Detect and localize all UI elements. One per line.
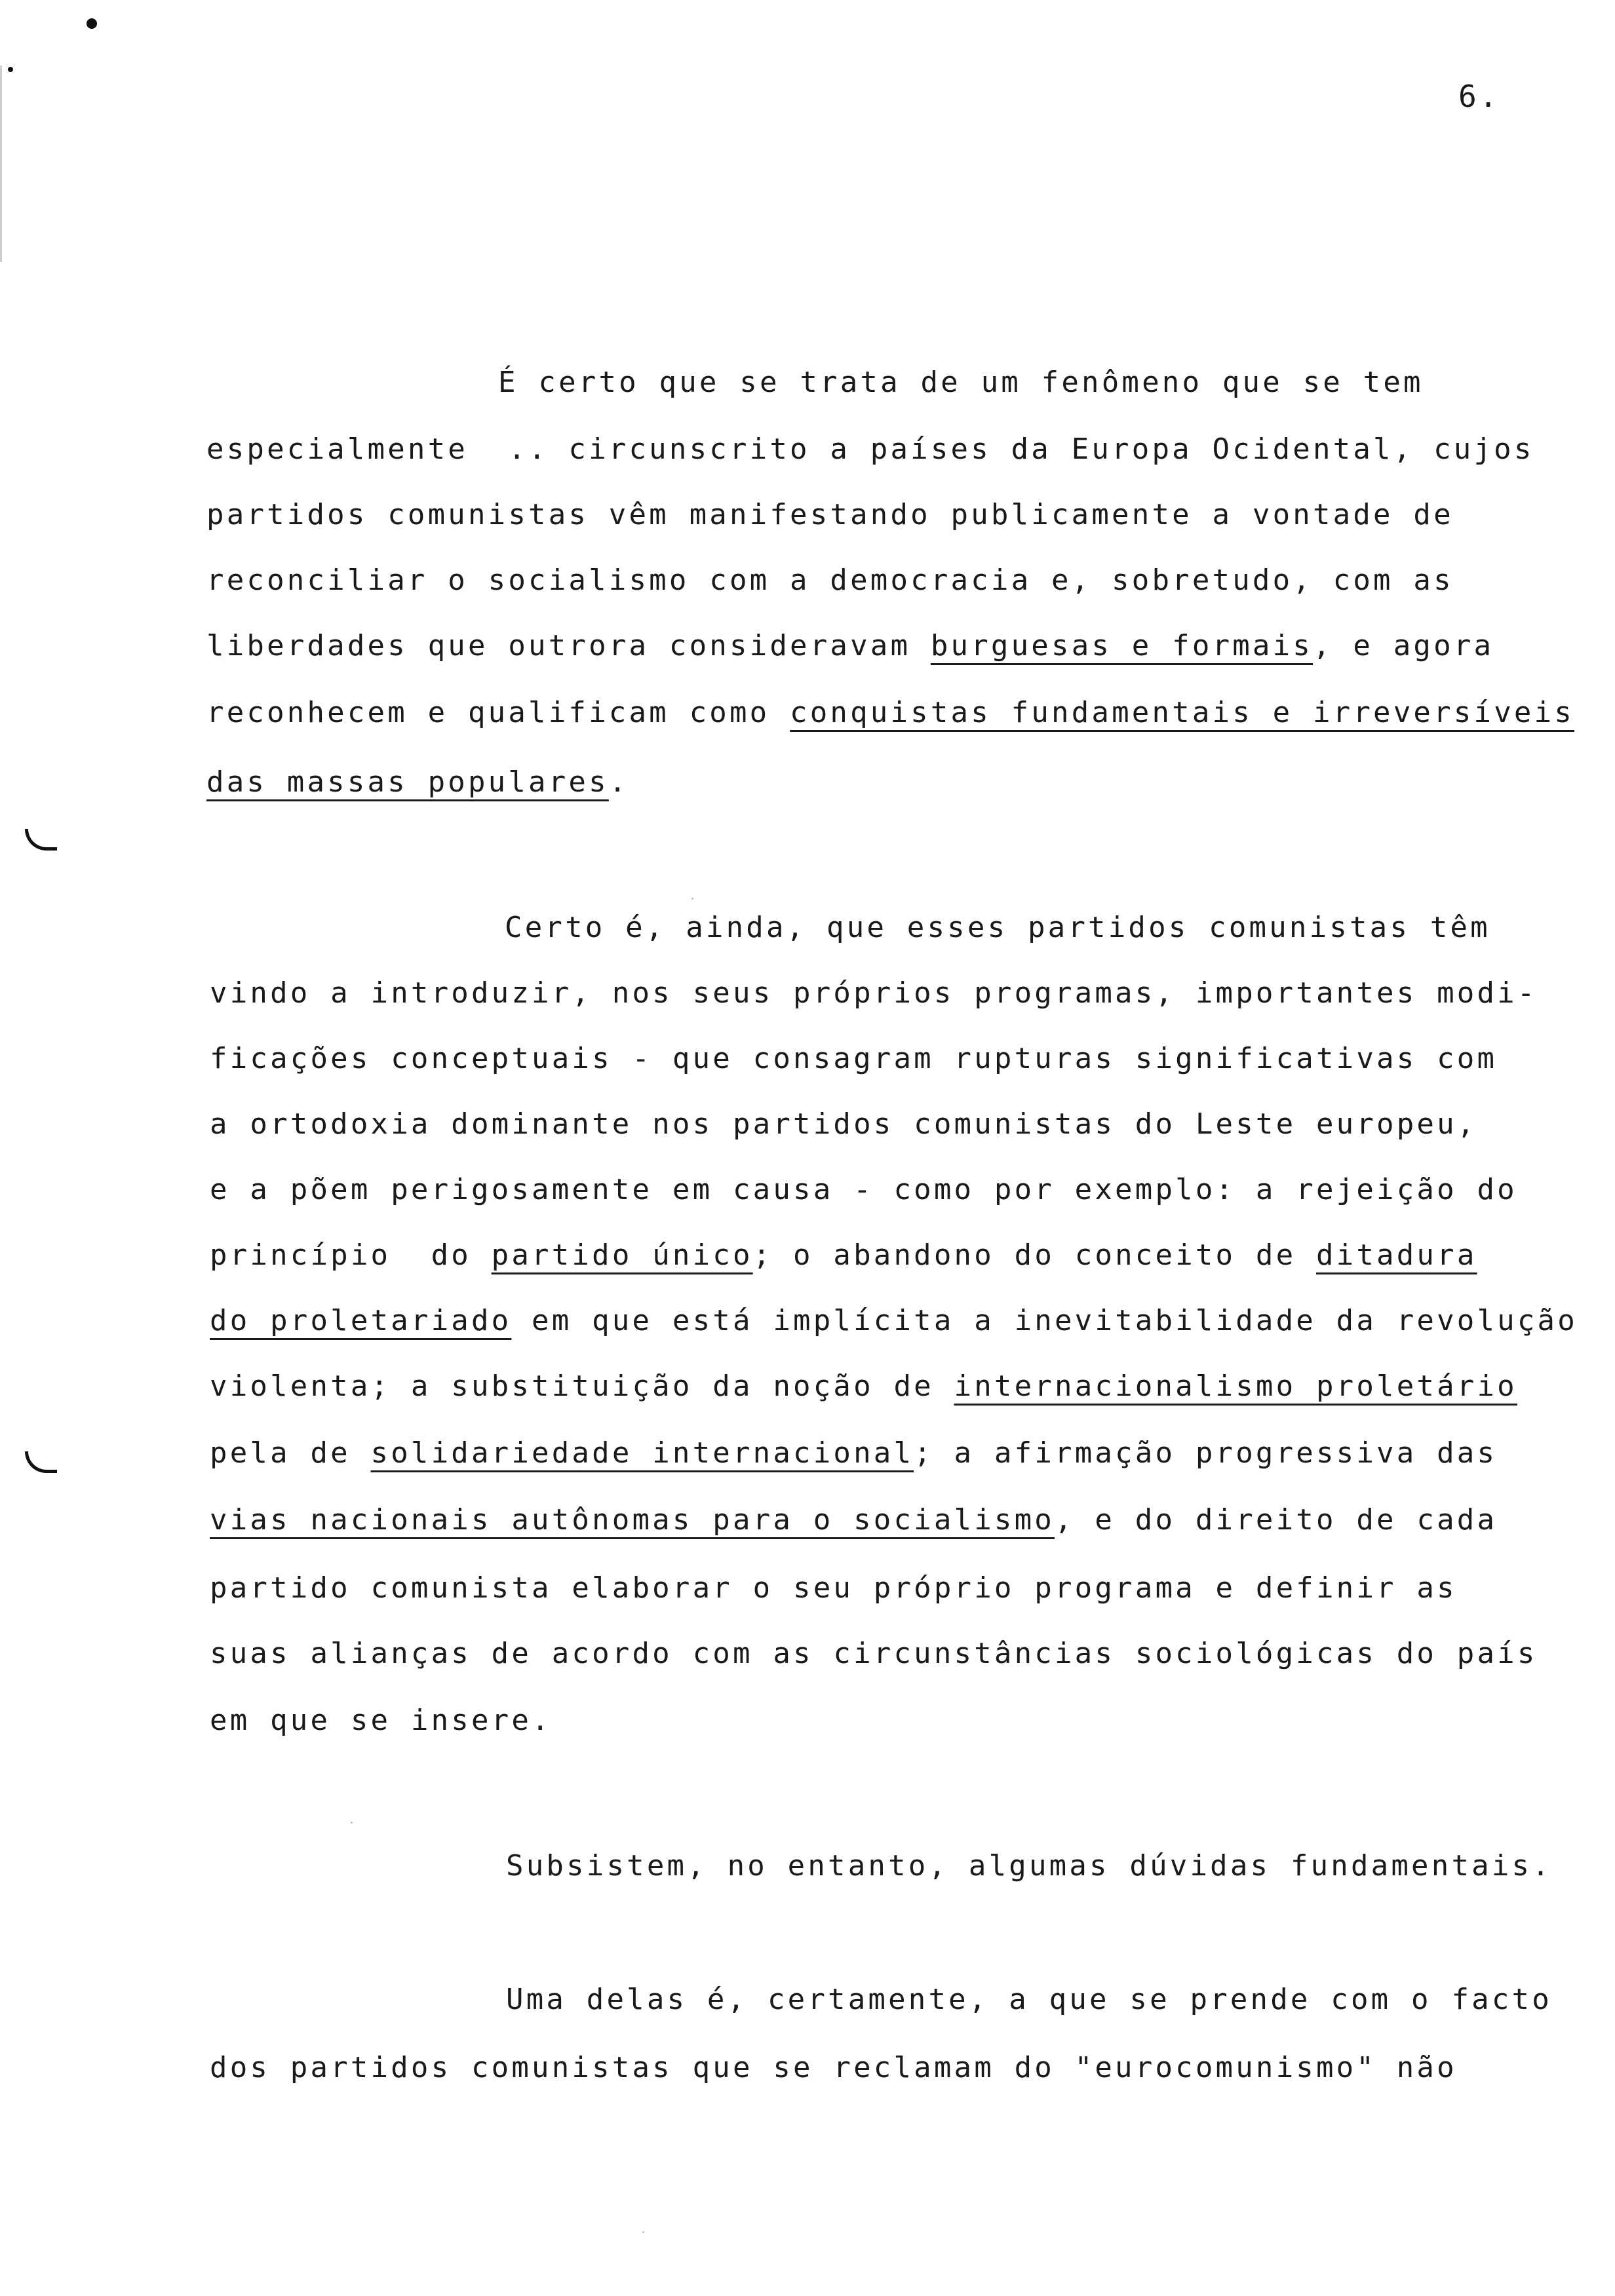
text-line xyxy=(210,1173,1517,1206)
scan-speck xyxy=(351,1822,353,1824)
text-span: e a põem perigosamente em causa - como por exemplo: a rejeição do xyxy=(210,1173,1517,1206)
text-line xyxy=(206,629,1494,662)
scan-edge xyxy=(0,66,2,262)
text-span: É certo que se trata de um fenômeno que se tem xyxy=(498,366,1424,399)
text-span: Uma delas é, certamente, a que se prende com o facto xyxy=(506,1983,1552,2016)
scan-speck-top xyxy=(87,18,97,29)
text-line xyxy=(210,1706,552,1735)
text-span: . xyxy=(608,765,629,799)
text-span: violenta; a substituição da noção de xyxy=(210,1369,954,1403)
scan-speck xyxy=(691,898,693,900)
text-span: dos partidos comunistas que se reclamam do "eurocomunismo" não xyxy=(210,2051,1457,2084)
text-line xyxy=(210,1107,1477,1141)
text-line xyxy=(505,913,1490,942)
underlined-text: das massas populares xyxy=(206,765,609,799)
underlined-text: burguesas e formais xyxy=(930,629,1313,662)
punch-hole-mark-bottom xyxy=(25,1451,57,1473)
text-line xyxy=(210,1503,1498,1537)
punch-hole-mark-top xyxy=(25,829,57,851)
underlined-text: solidariedade internacional xyxy=(370,1436,914,1470)
text-span: Subsistem, no entanto, algumas dúvidas fundamentais. xyxy=(506,1849,1552,1883)
text-line xyxy=(210,1369,1517,1403)
underlined-text: ditadura xyxy=(1315,1238,1477,1272)
text-span: princípio do xyxy=(210,1238,492,1272)
text-line xyxy=(506,1985,1552,2014)
text-span: liberdades que outrora consideravam xyxy=(206,629,931,662)
text-line xyxy=(506,1849,1552,1883)
text-span: vindo a introduzir, nos seus próprios programas, importantes modi- xyxy=(210,976,1538,1010)
text-span: suas alianças de acordo com as circunstâncias sociológicas do país xyxy=(210,1637,1538,1670)
text-span: em que está implícita a inevitabilidade da revolução xyxy=(511,1304,1578,1337)
text-span: em que se insere. xyxy=(210,1704,552,1737)
text-span: , e do direito de cada xyxy=(1055,1503,1498,1537)
text-span: ficações conceptuais - que consagram rupturas significativas com xyxy=(210,1042,1498,1075)
underlined-text: internacionalismo proletário xyxy=(954,1369,1517,1403)
text-span: reconciliar o socialismo com a democracia e, sobretudo, com as xyxy=(206,564,1454,597)
page-number: 6. xyxy=(1458,79,1500,114)
text-span: , e agora xyxy=(1312,629,1494,662)
text-line xyxy=(206,498,1454,531)
scan-speck xyxy=(642,2231,644,2233)
text-line xyxy=(210,976,1538,1010)
text-line xyxy=(206,566,1454,595)
text-line xyxy=(210,1044,1497,1073)
underlined-text: do proletariado xyxy=(210,1304,512,1337)
text-span: especialmente .. circunscrito a países da Europa Ocidental, cujos xyxy=(206,432,1534,466)
text-span: a ortodoxia dominante nos partidos comunistas do Leste europeu, xyxy=(210,1107,1477,1141)
text-line xyxy=(206,432,1534,466)
text-line xyxy=(498,368,1424,397)
text-span: pela de xyxy=(210,1436,371,1470)
text-span: ; o abandono do conceito de xyxy=(752,1238,1316,1272)
text-line xyxy=(206,765,629,799)
text-line xyxy=(210,1436,1498,1470)
text-span: partidos comunistas vêm manifestando publicamente a vontade de xyxy=(206,498,1454,531)
scan-speck-left xyxy=(8,67,13,72)
underlined-text: partido único xyxy=(491,1238,753,1272)
underlined-text: vias nacionais autônomas para o socialismo xyxy=(210,1503,1055,1537)
text-line xyxy=(210,1639,1538,1668)
underlined-text: conquistas fundamentais e irreversíveis xyxy=(790,696,1574,729)
text-span: reconhecem e qualificam como xyxy=(206,696,790,729)
text-span: Certo é, ainda, que esses partidos comunistas têm xyxy=(505,911,1490,944)
text-line xyxy=(206,698,1574,727)
text-span: partido comunista elaborar o seu próprio programa e definir as xyxy=(210,1571,1457,1605)
text-line xyxy=(210,1238,1477,1272)
text-line xyxy=(210,1304,1578,1337)
text-span: ; a afirmação progressiva das xyxy=(914,1436,1498,1470)
text-line xyxy=(210,1571,1457,1605)
text-line xyxy=(210,2051,1457,2084)
